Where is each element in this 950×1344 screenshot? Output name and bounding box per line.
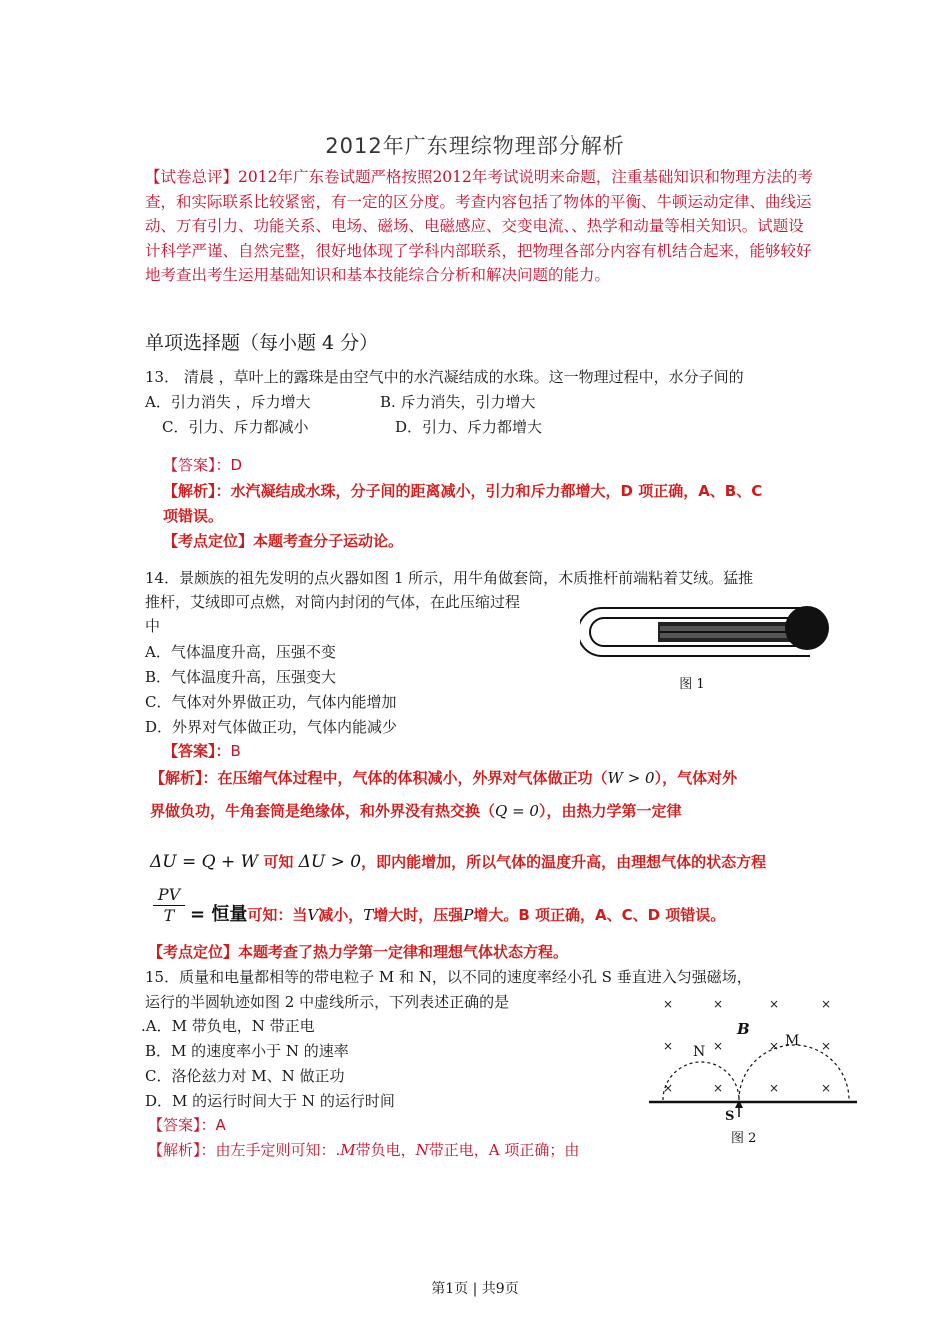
q13-option-a: A．引力消失 ，斥力增大 [145,393,311,411]
paper-summary: 【试卷总评】2012年广东卷试题严格按照2012年考试说明来命题，注重基础知识和物理方法的考查，和实际联系比较紧密，有一定的区分度。考查内容包括了物体的平衡、牛顿运动定律、曲线运动、万有引力、功能关系、电场、磁场、电磁感应、交变电流、、热学和动量等相关知识。试题设计科学严谨、自然完整，很好地体现了学科内部联系，把物理各部分内容有机结合起来，能够较好地考查出考生运用基础知识和基本技能综合分析和解决问题的能力。 [145,168,813,284]
math-first-law: ΔU = Q + W [150,852,259,872]
q15-option-b: B．M 的速度率小于 N 的速率 [145,1042,349,1060]
q14-stem-2: 推杆，艾绒即可点燃，对筒内封闭的气体，在此压缩过程 [145,593,521,611]
cross-icon: × [821,1081,832,1095]
analysis-label: 【解析】： [150,769,218,787]
q13-option-c: C．引力、斥力都减小 [162,418,309,436]
q14-analysis-4: = 恒量可知：当V减小，T增大时，压强P增大。B 项正确，A、C、D 项错误。 [190,904,726,925]
math-q-zero: Q = 0 [495,802,539,820]
answer-label: 【答案】： [163,742,231,760]
q13-stem: 13． 清晨 ，草叶上的露珠是由空气中的水汽凝结成的水珠。这一物理过程中，水分子间的 [145,368,744,386]
cross-icon: × [713,997,724,1011]
q14-analysis-1: 【解析】：在压缩气体过程中，气体的体积减小，外界对气体做正功（W > 0），气体对外 [150,769,738,787]
section-heading: 单项选择题（每小题 4 分） [145,332,379,354]
analysis-label: 【解析】： [163,482,231,500]
math-w-positive: W > 0 [607,769,655,787]
answer-value: D [230,456,243,474]
q14-analysis-3: ΔU = Q + W 可知 ΔU > 0，即内能增加，所以气体的温度升高，由理想气体的状态方程 [150,852,767,872]
q14-answer [163,740,241,761]
cross-icon: × [769,997,780,1011]
q14-point [148,941,568,962]
label-n: N [693,1044,706,1060]
q13-point [163,530,403,551]
cross-icon: × [769,1081,780,1095]
figure-2-magnetic-field [645,992,865,1152]
trajectory-m [739,1045,849,1100]
cross-icon: × [663,997,674,1011]
page-footer: 第1页 | 共9页 [431,1281,519,1297]
q15-option-d: D．M 的运行时间大于 N 的运行时间 [145,1092,395,1110]
figure-1-handle [785,606,829,650]
q13-option-d: D．引力、斥力都增大 [395,418,543,436]
answer-value: B [230,742,241,760]
cross-icon: × [821,1039,832,1053]
answer-label: 【答案】： [148,1116,216,1134]
q15-option-a: .A．M 带负电，N 带正电 [141,1017,315,1035]
fraction-numerator: PV [153,885,185,906]
answer-value: A [215,1116,226,1134]
label-m: M [785,1033,800,1049]
point-text: 本题考查了热力学第一定律和理想气体状态方程。 [238,943,569,961]
q13-analysis-cont: 项错误。 [163,507,224,525]
q15-stem-1: 15．质量和电量都相等的带电粒子 M 和 N，以不同的速度率经小孔 S 垂直进入匀强磁场， [145,968,752,986]
cross-icon: × [663,1081,674,1095]
document-title: 2012年广东理综物理部分解析 [325,134,625,158]
q14-option-c: C．气体对外界做正功，气体内能增加 [145,693,397,711]
cross-icon: × [713,1039,724,1053]
answer-label: 【答案】： [163,456,231,474]
q15-option-c: C．洛伦兹力对 M、N 做正功 [145,1067,345,1085]
q14-stem-1: 14．景颇族的祖先发明的点火器如图 1 所示，用牛角做套筒，木质推杆前端粘着艾绒。猛推 [145,569,754,587]
q14-analysis-2: 界做负功，牛角套筒是绝缘体，和外界没有热交换（Q = 0），由热力学第一定律 [150,802,682,820]
q15-answer [148,1114,226,1135]
point-label: 【考点定位】 [148,943,239,961]
cross-icon: × [713,1081,724,1095]
math-du-positive: ΔU > 0 [298,852,362,872]
q14-option-b: B．气体温度升高，压强变大 [145,668,337,686]
cross-icon: × [663,1039,674,1053]
math-fraction-pv-t [153,885,185,926]
analysis-text: 水汽凝结成水珠，分子间的距离减小，引力和斥力都增大，D 项正确，A、B、C [230,482,763,500]
cross-icon: × [821,997,832,1011]
point-text: 本题考查分子运动论。 [253,532,404,550]
q13-option-b: B. 斥力消失，引力增大 [380,393,536,411]
figure-1-caption: 图 1 [679,677,705,692]
trajectory-n [663,1062,739,1100]
q14-stem-3: 中 [145,617,161,635]
figure-2-caption: 图 2 [731,1131,757,1146]
label-b: B [737,1020,750,1038]
label-s: S [725,1109,735,1124]
fraction-denominator: T [163,906,175,925]
q13-analysis [163,480,843,501]
point-label: 【考点定位】 [163,532,254,550]
analysis-label: 【解析】： [148,1141,216,1159]
figure-1-fire-piston [580,600,840,700]
cross-icon: × [769,1039,780,1053]
q15-stem-2: 运行的半圆轨迹如图 2 中虚线所示，下列表述正确的是 [145,993,510,1011]
q14-option-d: D．外界对气体做正功，气体内能减少 [145,718,398,736]
q14-option-a: A．气体温度升高，压强不变 [145,643,336,661]
q13-answer [163,454,242,475]
q15-analysis: 【解析】：由左手定则可知：.M带负电，N带正电，A 项正确；由 [148,1141,580,1159]
